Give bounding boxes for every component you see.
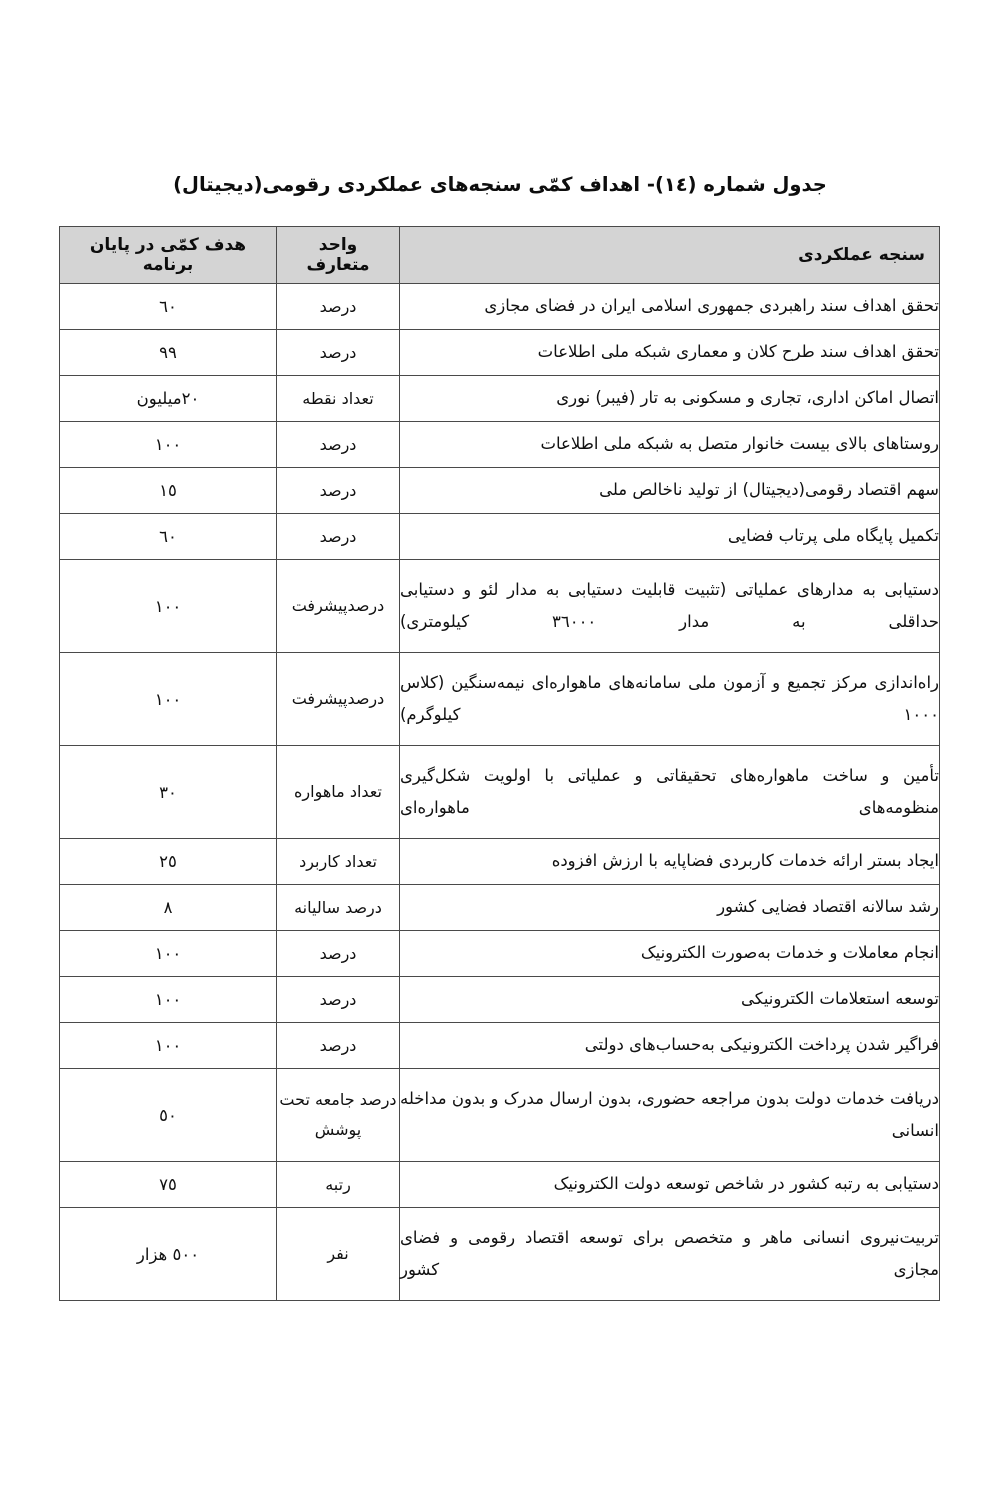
target-cell: ١٠٠ (60, 931, 277, 977)
unit-cell: درصد (277, 284, 400, 330)
unit-cell: درصد (277, 1023, 400, 1069)
metric-cell: تحقق اهداف سند طرح کلان و معماری شبکه ملی اطلاعات (400, 330, 940, 376)
metric-cell: توسعه استعلامات الکترونیکی (400, 977, 940, 1023)
target-cell: ١٠٠ (60, 1023, 277, 1069)
unit-cell: درصد (277, 468, 400, 514)
unit-cell: نفر (277, 1208, 400, 1301)
table-row (60, 746, 940, 839)
unit-cell: درصد (277, 330, 400, 376)
metric-cell: تربیت‌نیروی انسانی ماهر و متخصص برای توسعه اقتصاد رقومی و فضای مجازی کشور (400, 1208, 940, 1301)
metric-cell: دستیابی به مدارهای عملیاتی (تثبیت قابلیت دستیابی به مدار لئو و دستیابی حداقلی به مدار ٣٦٠٠٠ کیلومتری) (400, 560, 940, 653)
table-row (60, 839, 940, 885)
unit-cell: درصدپیشرفت (277, 560, 400, 653)
table-row (60, 931, 940, 977)
unit-cell: تعداد کاربرد (277, 839, 400, 885)
performance-metrics-table (59, 226, 940, 1301)
target-cell: ٢٠میلیون (60, 376, 277, 422)
metric-cell: انجام معاملات و خدمات به‌صورت الکترونیک (400, 931, 940, 977)
target-cell: ٥٠ (60, 1069, 277, 1162)
target-cell: ٩٩ (60, 330, 277, 376)
metric-cell: تحقق اهداف سند راهبردی جمهوری اسلامی ایران در فضای مجازی (400, 284, 940, 330)
table-row (60, 422, 940, 468)
table-row (60, 1162, 940, 1208)
unit-cell: درصد (277, 514, 400, 560)
target-cell: ٦٠ (60, 284, 277, 330)
table-header (60, 227, 940, 284)
target-cell: ١٥ (60, 468, 277, 514)
metric-cell: راه‌اندازی مرکز تجمیع و آزمون ملی سامانه‌های ماهواره‌ای نیمه‌سنگین (کلاس ١٠٠٠ کیلوگرم) (400, 653, 940, 746)
table-row (60, 885, 940, 931)
metric-cell: تکمیل پایگاه ملی پرتاب فضایی (400, 514, 940, 560)
target-cell: ١٠٠ (60, 560, 277, 653)
unit-cell: درصد (277, 422, 400, 468)
metric-cell: فراگیر شدن پرداخت الکترونیکی به‌حساب‌های دولتی (400, 1023, 940, 1069)
table-row (60, 1069, 940, 1162)
table-row (60, 330, 940, 376)
table-row (60, 514, 940, 560)
metric-cell: تأمین و ساخت ماهواره‌های تحقیقاتی و عملیاتی با اولویت شکل‌گیری منظومه‌های ماهواره‌ای (400, 746, 940, 839)
table-row (60, 977, 940, 1023)
table-row (60, 284, 940, 330)
unit-cell: درصد (277, 977, 400, 1023)
target-cell: ١٠٠ (60, 977, 277, 1023)
unit-cell: تعداد ماهواره (277, 746, 400, 839)
table-row (60, 560, 940, 653)
metric-cell: ایجاد بستر ارائه خدمات کاربردی فضاپایه با ارزش افزوده (400, 839, 940, 885)
column-header-unit: واحد متعارف (277, 227, 400, 284)
target-cell: ٥٠٠ هزار (60, 1208, 277, 1301)
table-row (60, 468, 940, 514)
metric-cell: سهم اقتصاد رقومی(دیجیتال) از تولید ناخالص ملی (400, 468, 940, 514)
unit-cell: رتبه (277, 1162, 400, 1208)
target-cell: ٢٥ (60, 839, 277, 885)
table-row (60, 1023, 940, 1069)
unit-cell: درصد (277, 931, 400, 977)
metric-cell: روستاهای بالای بیست خانوار متصل به شبکه ملی اطلاعات (400, 422, 940, 468)
column-header-target: هدف کمّی در پایان برنامه (60, 227, 277, 284)
target-cell: ٧٥ (60, 1162, 277, 1208)
target-cell: ٦٠ (60, 514, 277, 560)
metrics-table-container (60, 226, 940, 1301)
page-title: جدول شماره (١٤)- اهداف کمّی سنجه‌های عملکردی رقومی(دیجیتال) (173, 173, 827, 196)
table-row (60, 1208, 940, 1301)
table-row (60, 376, 940, 422)
table-caption-container (60, 172, 940, 197)
target-cell: ١٠٠ (60, 653, 277, 746)
table-body (60, 284, 940, 1301)
metric-cell: اتصال اماکن اداری، تجاری و مسکونی به تار (فیبر) نوری (400, 376, 940, 422)
target-cell: ٨ (60, 885, 277, 931)
unit-cell: درصدپیشرفت (277, 653, 400, 746)
unit-cell: درصد جامعه تحت پوشش (277, 1069, 400, 1162)
table-row (60, 653, 940, 746)
target-cell: ٣٠ (60, 746, 277, 839)
unit-cell: درصد سالیانه (277, 885, 400, 931)
metric-cell: دستیابی به رتبه کشور در شاخص توسعه دولت الکترونیک (400, 1162, 940, 1208)
target-cell: ١٠٠ (60, 422, 277, 468)
column-header-metric: سنجه عملکردی (400, 227, 940, 284)
unit-cell: تعداد نقطه (277, 376, 400, 422)
header-row (60, 227, 940, 284)
metric-cell: رشد سالانه اقتصاد فضایی کشور (400, 885, 940, 931)
metric-cell: دریافت خدمات دولت بدون مراجعه حضوری، بدون ارسال مدرک و بدون مداخله انسانی (400, 1069, 940, 1162)
